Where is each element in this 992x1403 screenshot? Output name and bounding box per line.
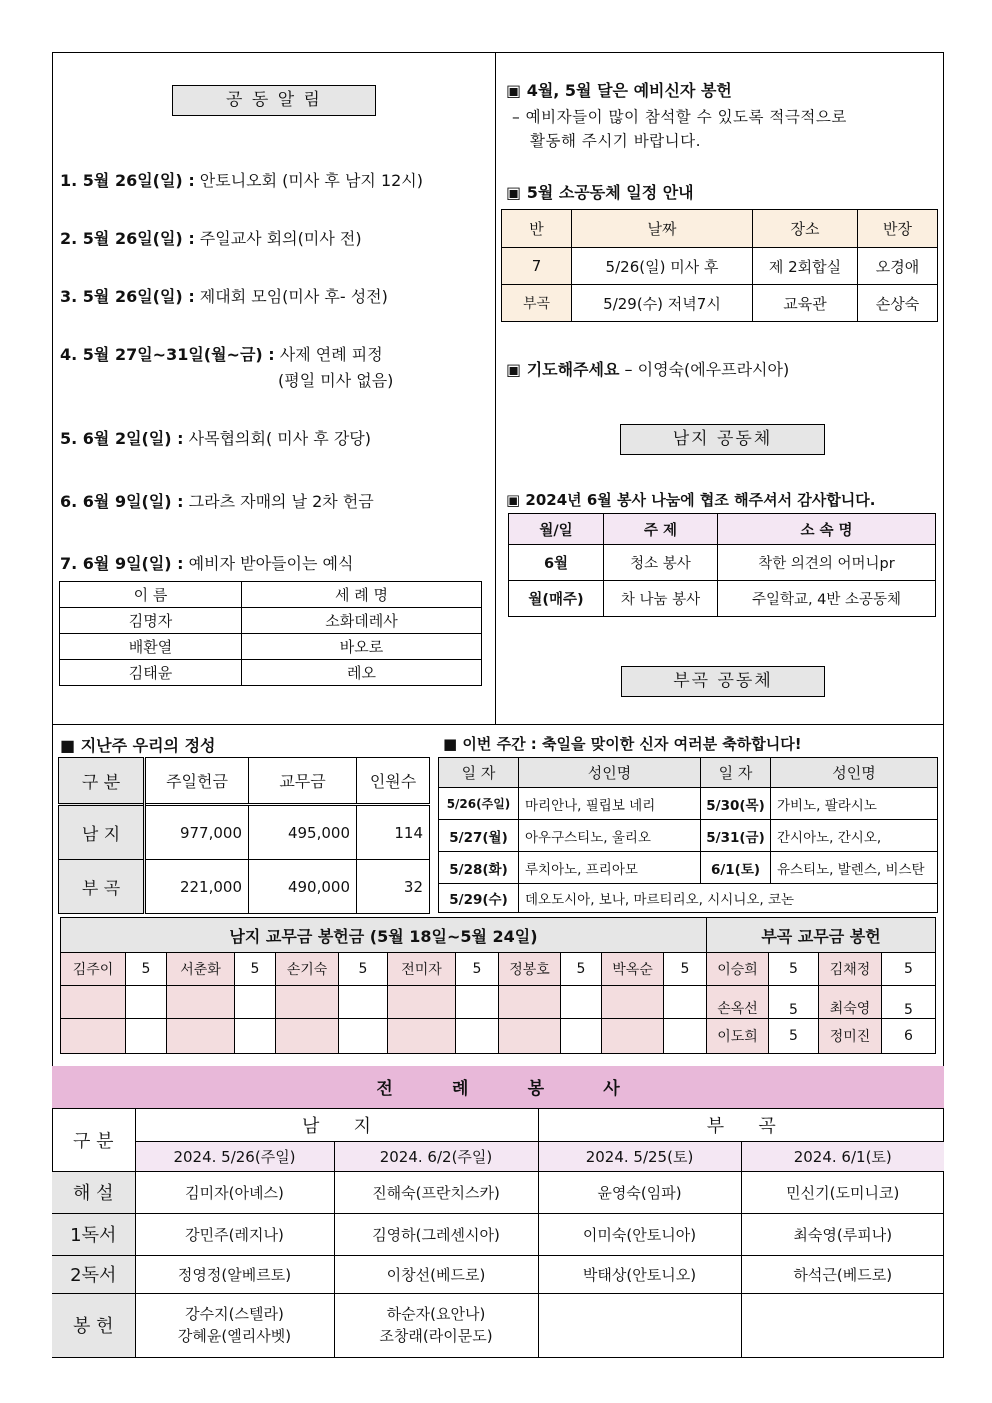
- donor-name: 전미자: [388, 953, 456, 986]
- col-date-header: 일 자: [439, 758, 519, 788]
- empty-cell: [456, 986, 499, 1019]
- table-cell: 레오: [242, 660, 482, 686]
- offertory-name: 조창래(라이문도): [379, 1327, 493, 1346]
- offertory-name: 하순자(요안나): [386, 1305, 486, 1324]
- liturgy-date: 2024. 5/26(주일): [135, 1141, 334, 1171]
- col-count-header: 인원수: [357, 758, 430, 805]
- empty-cell: [602, 1019, 664, 1054]
- donor-amount: 5: [769, 953, 819, 986]
- donor-name: 김채정: [819, 953, 882, 986]
- col-dues-header: 교무금: [249, 758, 357, 805]
- donor-amount: 5: [769, 986, 819, 1019]
- table-cell: 32: [357, 860, 430, 914]
- table-cell: 5/30(목): [701, 788, 771, 820]
- table-cell: 윤영숙(임파): [538, 1171, 741, 1213]
- empty-cell: [61, 986, 126, 1019]
- empty-cell: [664, 986, 707, 1019]
- col-sunday-header: 주일헌금: [145, 758, 249, 805]
- table-cell: 데오도시아, 보나, 마르티리오, 시시니오, 코논: [519, 884, 938, 913]
- namji-dues-title: 남지 교무금 봉헌금 (5월 18일~5월 24일): [61, 918, 707, 953]
- table-cell: 최숙영(루피나): [741, 1213, 944, 1255]
- table-cell: 김태윤: [60, 660, 242, 686]
- donor-amount: 5: [882, 986, 936, 1019]
- liturgy-date: 2024. 6/2(주일): [334, 1141, 538, 1171]
- table-cell: 유스티노, 발렌스, 비스탄: [771, 852, 938, 884]
- table-cell: 차 나눔 봉사: [604, 581, 718, 617]
- table-cell: 6월: [509, 545, 604, 581]
- liturgy-table: [52, 1066, 944, 1357]
- donor-amount: 5: [456, 953, 499, 986]
- col-date-header: 일 자: [701, 758, 771, 788]
- namji-community-title: 남지 공동체: [620, 424, 825, 455]
- empty-cell: [499, 1019, 561, 1054]
- table-cell: 김영하(그레센시아): [334, 1213, 538, 1255]
- donor-amount: 5: [339, 953, 388, 986]
- col-category-header: 구 분: [59, 758, 145, 805]
- section-divider: [52, 724, 944, 725]
- empty-cell: [388, 986, 456, 1019]
- empty-cell: [167, 1019, 235, 1054]
- empty-cell: [664, 1019, 707, 1054]
- table-cell: 부곡: [502, 285, 572, 322]
- empty-cell: [339, 986, 388, 1019]
- table-cell: 490,000: [249, 860, 357, 914]
- table-cell: 교육관: [753, 285, 858, 322]
- row-label: 해 설: [52, 1171, 135, 1213]
- donor-amount: 5: [769, 1019, 819, 1054]
- empty-cell: [276, 1019, 339, 1054]
- table-cell: 민신기(도미니코): [741, 1171, 944, 1213]
- empty-cell: [499, 986, 561, 1019]
- table-cell: 마리안나, 필립보 네리: [519, 788, 701, 820]
- table-cell: 495,000: [249, 805, 357, 860]
- donor-name: 손기숙: [276, 953, 339, 986]
- liturgy-title: 전 례 봉 사: [52, 1066, 944, 1108]
- feast-heading: ■ 이번 주간 : 축일을 맞이한 신자 여러분 축하합니다!: [443, 735, 802, 753]
- catechumen-text-2: 활동해 주시기 바랍니다.: [530, 132, 702, 150]
- liturgy-namji-header: 남 지: [135, 1108, 538, 1141]
- feast-table: [438, 757, 938, 913]
- empty-cell: [741, 1293, 944, 1357]
- table-cell: 5/29(수): [439, 884, 519, 913]
- liturgy-bugok-header: 부 곡: [538, 1108, 944, 1141]
- donor-name: 박옥순: [602, 953, 664, 986]
- empty-cell: [276, 986, 339, 1019]
- table-cell: 221,000: [145, 860, 249, 914]
- empty-cell: [126, 986, 167, 1019]
- donor-name: 이도희: [707, 1019, 769, 1054]
- table-cell: 강민주(레지나): [135, 1213, 334, 1255]
- table-cell: 청소 봉사: [604, 545, 718, 581]
- empty-cell: [538, 1293, 741, 1357]
- table-cell: 배환열: [60, 634, 242, 660]
- notice-item-5: 5. 6월 2일(일) : 사목협의회( 미사 후 강당): [60, 429, 371, 448]
- row-label: 부 곡: [59, 860, 145, 914]
- table-cell: 간시아노, 간시오,: [771, 820, 938, 852]
- table-cell: 손상숙: [858, 285, 938, 322]
- col-month-header: 월/일: [509, 514, 604, 545]
- table-cell: 박태상(안토니오): [538, 1255, 741, 1293]
- donor-amount: 5: [561, 953, 602, 986]
- table-cell: 바오로: [242, 634, 482, 660]
- notice-item-6: 6. 6월 9일(일) : 그라츠 자매의 날 2차 헌금: [60, 492, 374, 511]
- table-cell: 5/26(일) 미사 후: [572, 248, 753, 285]
- table-cell: 5/26(주일): [439, 788, 519, 820]
- empty-cell: [339, 1019, 388, 1054]
- donor-name: 정봉호: [499, 953, 561, 986]
- table-cell: 정영정(알베르토): [135, 1255, 334, 1293]
- col-class-header: 반: [502, 210, 572, 248]
- table-cell: 977,000: [145, 805, 249, 860]
- donor-name: 서춘화: [167, 953, 235, 986]
- catechumen-text-1: – 예비자들이 많이 참석할 수 있도록 적극적으로: [512, 108, 847, 126]
- offering-table: [58, 757, 430, 914]
- col-name-header: 이 름: [60, 582, 242, 608]
- donor-name: 김주이: [61, 953, 126, 986]
- prayer-request: ▣ 기도해주세요 – 이영숙(에우프라시아): [506, 360, 790, 379]
- donor-amount: 5: [664, 953, 707, 986]
- donor-amount: 6: [882, 1019, 936, 1054]
- catechumen-table: [59, 581, 482, 686]
- bugok-community-title: 부곡 공동체: [621, 666, 825, 697]
- table-cell: 월(매주): [509, 581, 604, 617]
- donor-name: 손옥선: [707, 986, 769, 1019]
- col-saint-header: 성인명: [519, 758, 701, 788]
- notice-item-1: 1. 5월 26일(일) : 안토니오회 (미사 후 남지 12시): [60, 171, 424, 190]
- table-cell: 7: [502, 248, 572, 285]
- empty-cell: [561, 1019, 602, 1054]
- small-community-table: [501, 209, 938, 322]
- offertory-name: 강수지(스텔라): [185, 1305, 284, 1324]
- notice-item-4: 4. 5월 27일~31일(월~금) : 사제 연례 피정: [60, 345, 383, 364]
- col-leader-header: 반장: [858, 210, 938, 248]
- table-cell: 6/1(토): [701, 852, 771, 884]
- col-date-header: 날짜: [572, 210, 753, 248]
- notice-item-3: 3. 5월 26일(일) : 제대회 모임(미사 후- 성전): [60, 287, 388, 306]
- table-cell: 오경애: [858, 248, 938, 285]
- thanks-heading: ▣ 2024년 6월 봉사 나눔에 협조 해주셔서 감사합니다.: [506, 491, 876, 509]
- empty-cell: [235, 986, 276, 1019]
- table-cell: 이창선(베드로): [334, 1255, 538, 1293]
- table-cell: 5/27(월): [439, 820, 519, 852]
- table-cell: 5/31(금): [701, 820, 771, 852]
- empty-cell: [61, 1019, 126, 1054]
- row-label: 남 지: [59, 805, 145, 860]
- column-divider: [495, 52, 496, 724]
- row-label: 1독서: [52, 1213, 135, 1255]
- notice-title: 공 동 알 림: [172, 85, 376, 116]
- table-cell: 114: [357, 805, 430, 860]
- empty-cell: [602, 986, 664, 1019]
- donor-name: 정미진: [819, 1019, 882, 1054]
- table-cell: 이미숙(안토니아): [538, 1213, 741, 1255]
- table-cell: 김명자: [60, 608, 242, 634]
- liturgy-category-header: 구 분: [52, 1108, 135, 1171]
- small-community-heading: ▣ 5월 소공동체 일정 안내: [506, 183, 694, 202]
- empty-cell: [388, 1019, 456, 1054]
- donor-name: 최숙영: [819, 986, 882, 1019]
- bugok-dues-title: 부곡 교무금 봉헌: [707, 918, 936, 953]
- notice-item-7: 7. 6월 9일(일) : 예비자 받아들이는 예식: [60, 554, 354, 573]
- table-cell: 주일학교, 4반 소공동체: [718, 581, 936, 617]
- notice-item-2: 2. 5월 26일(일) : 주일교사 회의(미사 전): [60, 229, 362, 248]
- donor-amount: 5: [235, 953, 276, 986]
- table-cell: 5/28(화): [439, 852, 519, 884]
- offering-heading: ■ 지난주 우리의 정성: [60, 736, 216, 755]
- table-cell: 5/29(수) 저녁7시: [572, 285, 753, 322]
- donor-amount: 5: [882, 953, 936, 986]
- empty-cell: [126, 1019, 167, 1054]
- offertory-name: 강혜윤(엘리사벳): [177, 1327, 292, 1346]
- catechumen-heading: ▣ 4월, 5월 달은 예비신자 봉헌: [506, 81, 732, 100]
- empty-cell: [561, 986, 602, 1019]
- row-label: 2독서: [52, 1255, 135, 1293]
- empty-cell: [235, 1019, 276, 1054]
- dues-table: [60, 917, 936, 1054]
- col-theme-header: 주 제: [604, 514, 718, 545]
- empty-cell: [456, 1019, 499, 1054]
- liturgy-date: 2024. 6/1(토): [741, 1141, 944, 1171]
- col-saint-header: 성인명: [771, 758, 938, 788]
- table-cell: 진해숙(프란치스카): [334, 1171, 538, 1213]
- table-cell: 제 2회합실: [753, 248, 858, 285]
- col-baptism-header: 세 례 명: [242, 582, 482, 608]
- notice-item-4-sub: (평일 미사 없음): [278, 371, 394, 390]
- liturgy-date: 2024. 5/25(토): [538, 1141, 741, 1171]
- row-label: 봉 헌: [52, 1293, 135, 1357]
- service-table: [508, 513, 936, 617]
- donor-amount: 5: [126, 953, 167, 986]
- empty-cell: [167, 986, 235, 1019]
- table-cell: 아우구스티노, 울리오: [519, 820, 701, 852]
- col-place-header: 장소: [753, 210, 858, 248]
- offertory-cell-1: [135, 1293, 334, 1357]
- table-cell: 김미자(아녜스): [135, 1171, 334, 1213]
- table-cell: 착한 의견의 어머니pr: [718, 545, 936, 581]
- table-cell: 가비노, 팔라시노: [771, 788, 938, 820]
- col-org-header: 소 속 명: [718, 514, 936, 545]
- table-cell: 소화데레사: [242, 608, 482, 634]
- donor-name: 이승희: [707, 953, 769, 986]
- offertory-cell-2: [334, 1293, 538, 1357]
- table-cell: 루치아노, 프리아모: [519, 852, 701, 884]
- table-cell: 하석근(베드로): [741, 1255, 944, 1293]
